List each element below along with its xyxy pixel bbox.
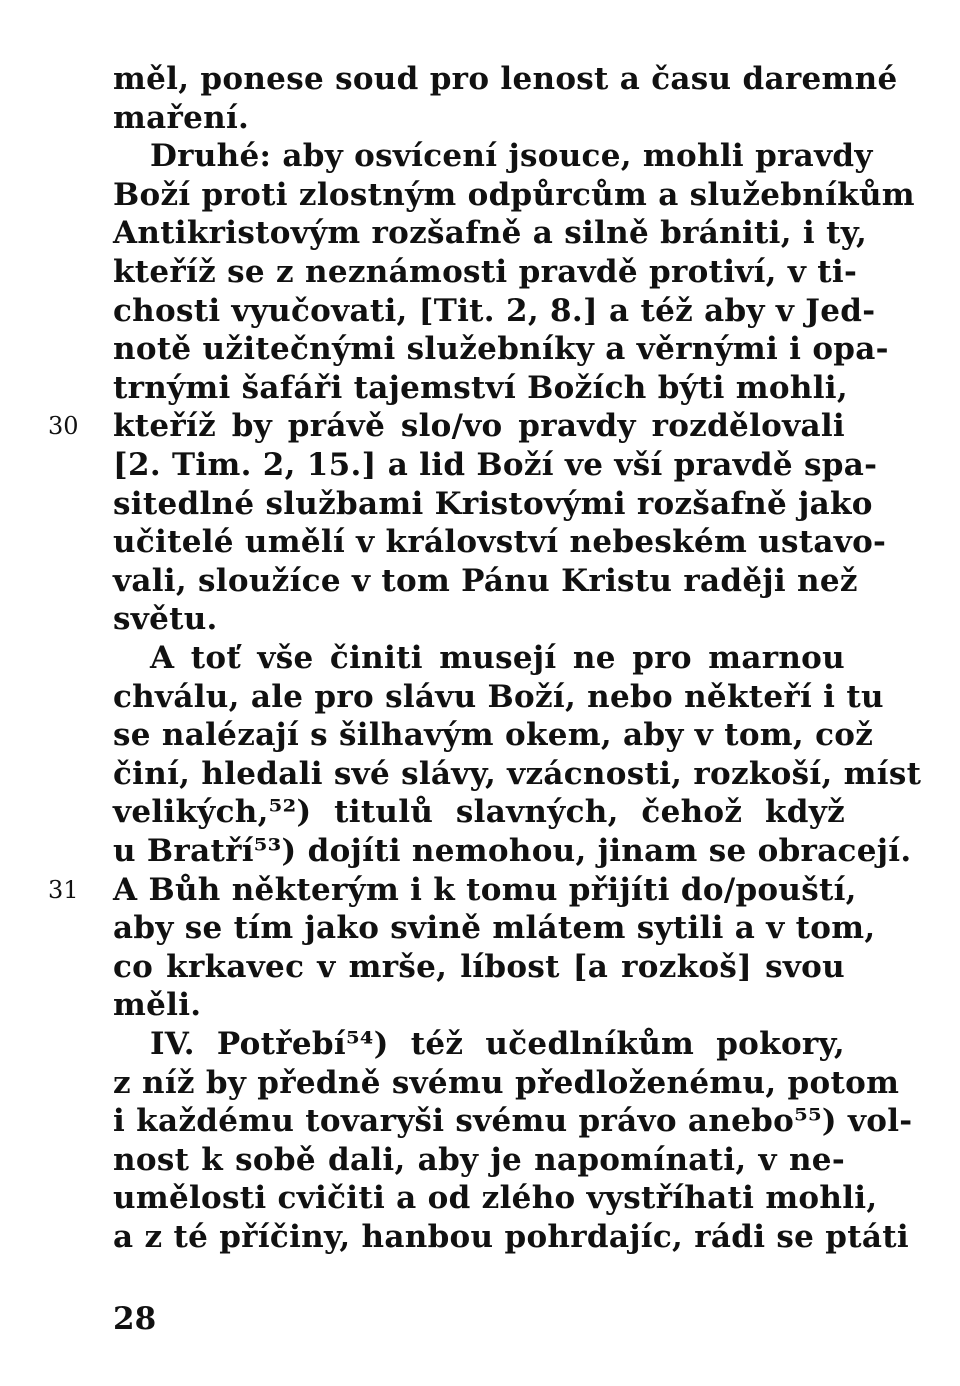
text-line: světu. bbox=[113, 601, 218, 638]
text-line: a z té příčiny, hanbou pohrdajíc, rádi se ptáti bbox=[113, 1219, 909, 1255]
text-line: [2. Tim. 2, 15.] a lid Boží ve vší pravdě spa- bbox=[113, 447, 878, 483]
text-line: aby se tím jako svině mlátem sytili a v tom, bbox=[113, 910, 876, 947]
text-line: z níž by předně svému předloženému, potom bbox=[113, 1064, 900, 1101]
text-line: sitedlné službami Kristovými rozšafně jako bbox=[113, 485, 873, 522]
text-line: trnými šafáři tajemství Božích býti mohli, bbox=[113, 369, 848, 406]
text-line: A Bůh některým i k tomu přijíti do/pouští, bbox=[113, 871, 857, 908]
margin-line-number: 30 bbox=[48, 412, 79, 441]
margin-line-number: 31 bbox=[48, 875, 79, 904]
text-line: kteříž se z neznámosti pravdě protiví, v ti- bbox=[113, 254, 858, 290]
text-line: Druhé: aby osvícení jsouce, mohli pravdy bbox=[150, 138, 873, 175]
text-line: kteříž by právě slo/vo pravdy rozdělovali bbox=[113, 408, 845, 445]
text-line: vali, sloužíce v tom Pánu Kristu raději než bbox=[113, 562, 858, 599]
text-line: učitelé umělí v království nebeském ustavo- bbox=[113, 524, 887, 561]
text-line: IV. Potřebí⁵⁴) též učedlníkům pokory, bbox=[150, 1026, 845, 1062]
text-line: i každému tovaryši svému právo anebo⁵⁵) vol- bbox=[113, 1103, 913, 1140]
text-line: Boží proti zlostným odpůrcům a služebníkům bbox=[113, 176, 915, 213]
text-line: notě užitečnými služebníky a věrnými i opa- bbox=[113, 331, 889, 368]
page-number: 28 bbox=[113, 1301, 157, 1337]
text-line: co krkavec v mrše, líbost [a rozkoš] svou bbox=[113, 948, 845, 985]
text-line: měl, ponese soud pro lenost a času daremné bbox=[113, 61, 898, 97]
text-line: se nalézají s šilhavým okem, aby v tom, což bbox=[113, 717, 874, 754]
text-line: měli. bbox=[113, 987, 202, 1024]
text-line: velikých,⁵²) titulů slavných, čehož když bbox=[113, 794, 845, 831]
text-line: chosti vyučovati, [Tit. 2, 8.] a též aby v Jed- bbox=[113, 292, 876, 329]
text-line: nost k sobě dali, aby je napomínati, v ne- bbox=[113, 1141, 845, 1178]
text-line: A toť vše činiti musejí ne pro marnou bbox=[150, 640, 845, 676]
text-line: činí, hledali své slávy, vzácnosti, rozkoší, míst bbox=[113, 755, 922, 792]
text-line: u Bratří⁵³) dojíti nemohou, jinam se obracejí. bbox=[113, 833, 912, 869]
text-line: Antikristovým rozšafně a silně brániti, i ty, bbox=[113, 215, 868, 252]
text-line: umělosti cvičiti a od zlého vystříhati mohli, bbox=[113, 1180, 878, 1217]
text-line: chválu, ale pro slávu Boží, nebo někteří i tu bbox=[113, 678, 884, 715]
text-line: maření. bbox=[113, 99, 250, 136]
